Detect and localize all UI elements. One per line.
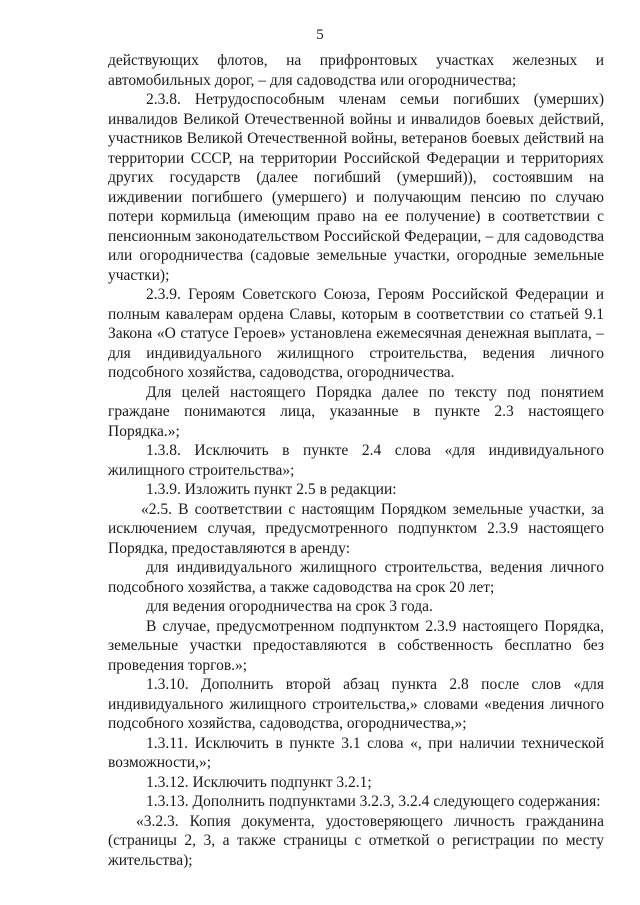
paragraph-2-3-8: 2.3.8. Нетрудоспособным членам семьи погибших (умерших) инвалидов Великой Отечественной войны и инвалидов боевых действий, участников Великой Отечественной войны, ветеранов боевых действий на территории СССР, на территории Российской Федерации и территориях других государств (далее погибший (умерший)), состоявшим на иждивении погибшего (умершего) и получающим пенсию по случаю потери кормильца (имеющим право на ее получение) в соответствии с пенсионным законодательством Российской Федерации, – для садоводства или огородничества (садовые земельные участки, огородные земельные участки); xyxy=(108,91,604,284)
paragraph-3-2-3-quote: «3.2.3. Копия документа, удостоверяющего личность гражданина (страницы 2, 3, а также страницы с отметкой о регистрации по месту жительства); xyxy=(108,812,604,869)
paragraph-1-3-13: 1.3.13. Дополнить подпунктами 3.2.3, 3.2.4 следующего содержания: xyxy=(146,793,601,810)
document-body xyxy=(108,51,604,870)
paragraph-1-3-11: 1.3.11. Исключить в пункте 3.1 слова «, при наличии технической возможности,»; xyxy=(108,734,604,771)
paragraph-lease-20-years: для индивидуального жилищного строительства, ведения личного подсобного хозяйства, а также садоводства на срок 20 лет; xyxy=(108,559,604,596)
paragraph-definition-citizens: Для целей настоящего Порядка далее по тексту под понятием граждане понимаются лица, указанные в пункте 2.3 настоящего Порядка.»; xyxy=(108,383,604,440)
paragraph-1-3-12: 1.3.12. Исключить подпункт 3.2.1; xyxy=(146,773,372,791)
paragraph-1-3-8: 1.3.8. Исключить в пункте 2.4 слова «для индивидуального жилищного строительства»; xyxy=(108,442,604,479)
paragraph-fleets-continuation: действующих флотов, на прифронтовых участках железных и автомобильных дорог, – для садоводства или огородничества; xyxy=(108,52,604,89)
paragraph-lease-3-years: для ведения огородничества на срок 3 года. xyxy=(146,598,433,615)
paragraph-1-3-10: 1.3.10. Дополнить второй абзац пункта 2.8 после слов «для индивидуального жилищного строительства,» словами «ведения личного подсобного хозяйства, садоводства, огородничества,»; xyxy=(108,676,604,732)
paragraph-2-5-quote: «2.5. В соответствии с настоящим Порядком земельные участки, за исключением случая, предусмотренного подпунктом 2.3.9 настоящего Порядка, предоставляются в аренду: xyxy=(108,500,604,557)
paragraph-1-3-9: 1.3.9. Изложить пункт 2.5 в редакции: xyxy=(146,481,397,498)
paragraph-free-ownership: В случае, предусмотренном подпунктом 2.3.9 настоящего Порядка, земельные участки предоставляются в собственность бесплатно без проведения торгов.»; xyxy=(108,617,604,674)
paragraph-2-3-9: 2.3.9. Героям Советского Союза, Героям Российской Федерации и полным кавалерам ордена Славы, которым в соответствии со статьей 9.1 Закона «О статусе Героев» установлена ежемесячная денежная выплата, – для индивидуального жилищного строительства, ведения личного подсобного хозяйства, садоводства, огородничества. xyxy=(108,286,604,381)
page-number: 5 xyxy=(316,27,324,43)
